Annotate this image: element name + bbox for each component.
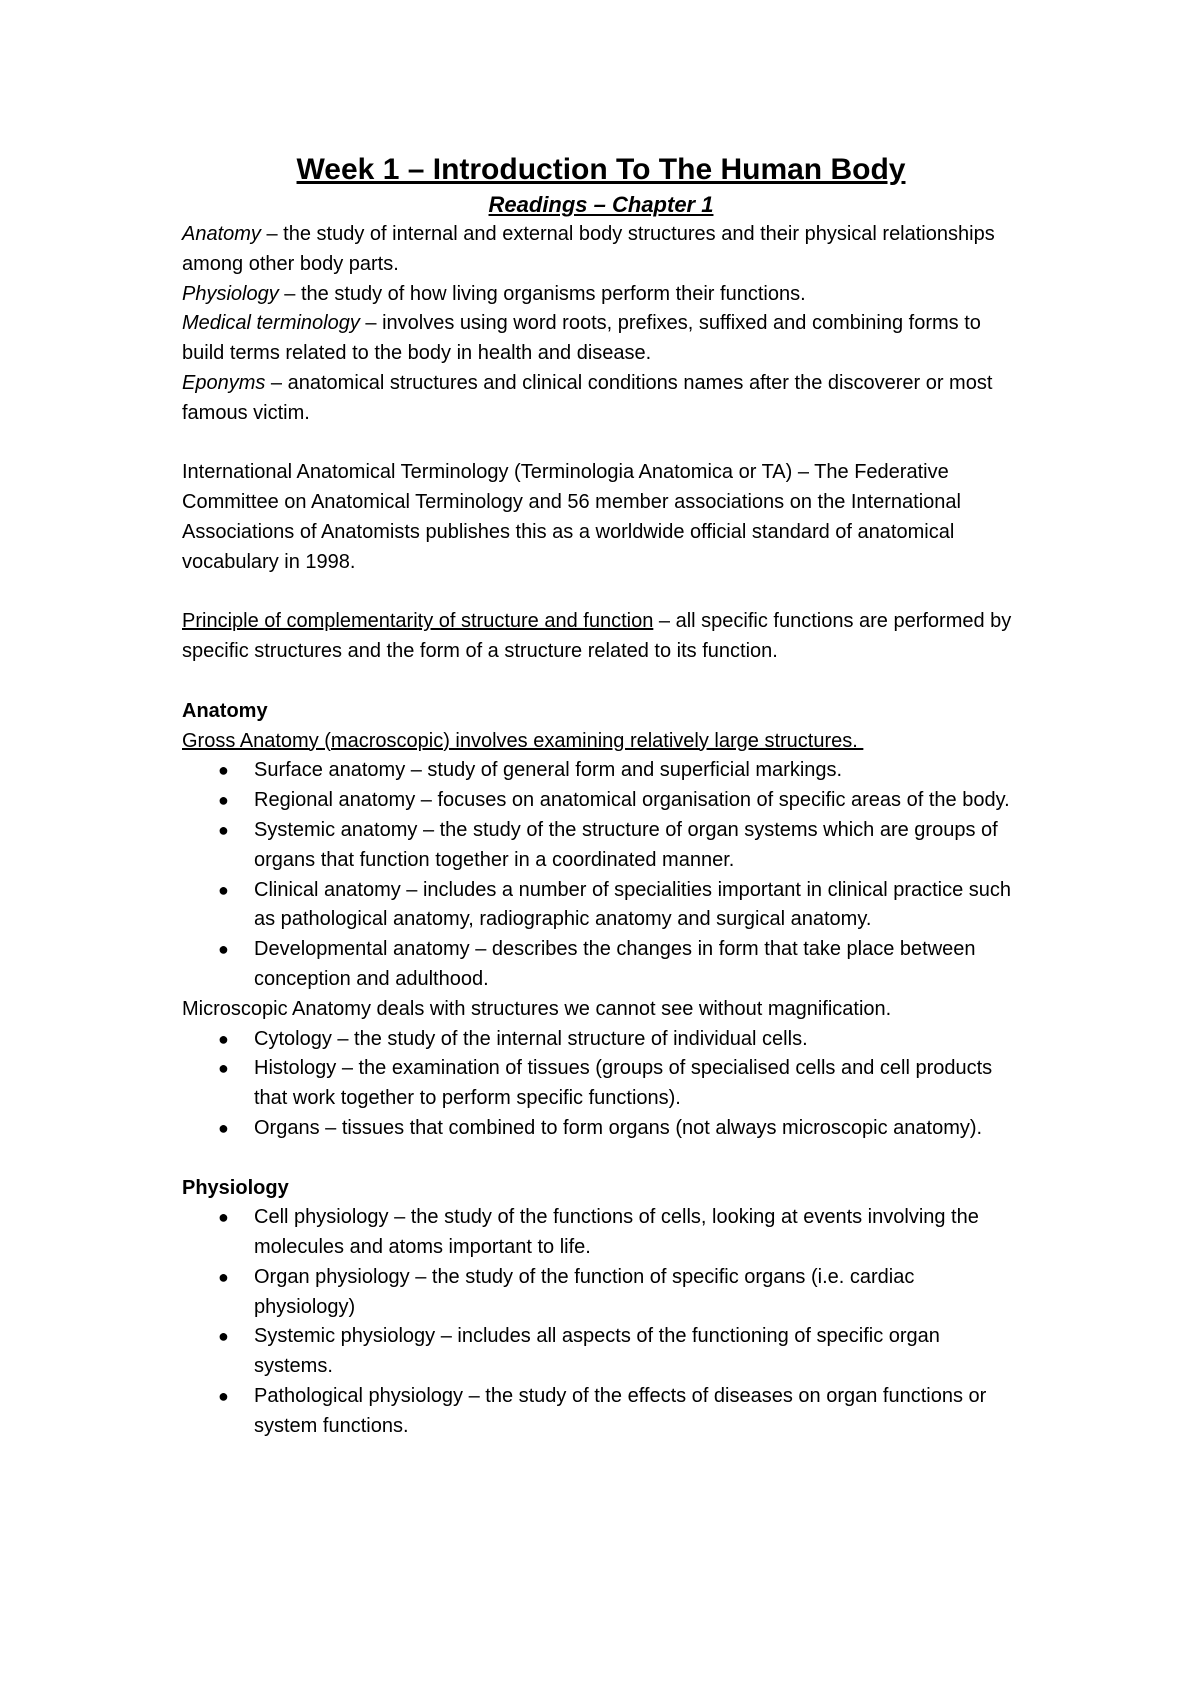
list-item-text: Surface anatomy – study of general form and superficial markings. <box>254 759 843 782</box>
definition-text: – anatomical structures and clinical conditions names after the discoverer or most famous victim. <box>182 371 993 424</box>
bullet-icon: ● <box>218 939 229 960</box>
gross-anatomy-list <box>182 756 1020 994</box>
list-item-text: Cell physiology – the study of the functions of cells, looking at events involving the molecules and atoms important to life. <box>254 1206 979 1259</box>
ta-paragraph: International Anatomical Terminology (Terminologia Anatomica or TA) – The Federative Committee on Anatomical Terminology and 56 member associations on the International Associations of Anatomists publishes this as a worldwide official standard of anatomical vocabulary in 1998. <box>182 461 961 573</box>
microscopic-anatomy-list <box>182 1025 1020 1144</box>
definition-term: Medical terminology <box>182 312 360 335</box>
definition-term: Eponyms <box>182 371 266 394</box>
list-item <box>218 786 1020 816</box>
page-subtitle: Readings – Chapter 1 <box>488 192 714 217</box>
list-item-text: Systemic anatomy – the study of the structure of organ systems which are groups of organs that function together in a coordinated manner. <box>254 818 998 871</box>
list-item <box>218 1203 1020 1263</box>
list-item <box>218 1025 1020 1055</box>
principle-text: – all specific functions are performed by specific structures and the form of a structure related to its function. <box>182 610 1012 663</box>
definition-text: – involves using word roots, prefixes, suffixed and combining forms to build terms related to the body in health and disease. <box>182 312 981 365</box>
definition-text: – the study of internal and external body structures and their physical relationships among other body parts. <box>182 223 995 275</box>
page-title: Week 1 – Introduction To The Human Body <box>296 153 906 186</box>
list-item-text: Organs – tissues that combined to form organs (not always microscopic anatomy). <box>254 1116 983 1139</box>
physiology-section <box>182 1174 1020 1442</box>
microscopic-anatomy-intro: Microscopic Anatomy deals with structures we cannot see without magnification. <box>182 997 892 1020</box>
spacer <box>182 429 1020 459</box>
bullet-icon: ● <box>218 1058 229 1079</box>
list-item <box>218 1322 1020 1382</box>
definition-anatomy <box>182 220 1020 280</box>
gross-anatomy-intro: Gross Anatomy (macroscopic) involves examining relatively large structures. <box>182 729 864 752</box>
bullet-icon: ● <box>218 1326 229 1347</box>
principle-term: Principle of complementarity of structure and function <box>182 610 654 633</box>
list-item-text: Developmental anatomy – describes the changes in form that take place between conception and adulthood. <box>254 938 976 990</box>
bullet-icon: ● <box>218 1386 229 1407</box>
list-item-text: Histology – the examination of tissues (groups of specialised cells and cell products that work together to perform specific functions). <box>254 1057 993 1110</box>
bullet-icon: ● <box>218 1266 229 1287</box>
list-item <box>218 1114 1020 1144</box>
list-item-text: Clinical anatomy – includes a number of specialities important in clinical practice such as pathological anatomy, radiographic anatomy and surgical anatomy. <box>254 878 1012 931</box>
physiology-list <box>182 1203 1020 1441</box>
spacer <box>182 667 1020 697</box>
list-item <box>218 935 1020 995</box>
definition-physiology <box>182 280 1020 310</box>
list-item-text: Pathological physiology – the study of the effects of diseases on organ functions or system functions. <box>254 1385 987 1437</box>
list-item-text: Organ physiology – the study of the function of specific organs (i.e. cardiac physiology) <box>254 1265 915 1318</box>
bullet-icon: ● <box>218 879 229 900</box>
list-item <box>218 1263 1020 1323</box>
list-item <box>218 876 1020 936</box>
definition-medical-terminology <box>182 309 1020 369</box>
list-item <box>218 756 1020 786</box>
anatomy-section <box>182 697 1020 1144</box>
list-item-text: Cytology – the study of the internal structure of individual cells. <box>254 1027 808 1050</box>
bullet-icon: ● <box>218 1028 229 1049</box>
anatomy-heading: Anatomy <box>182 699 268 722</box>
physiology-heading: Physiology <box>182 1176 289 1199</box>
definition-text: – the study of how living organisms perform their functions. <box>278 282 806 305</box>
bullet-icon: ● <box>218 1117 229 1138</box>
list-item <box>218 1382 1020 1442</box>
list-item <box>218 816 1020 876</box>
definition-eponyms <box>182 369 1020 429</box>
definition-term: Physiology <box>182 282 279 305</box>
spacer <box>182 578 1020 608</box>
bullet-icon: ● <box>218 1207 229 1228</box>
bullet-icon: ● <box>218 760 229 781</box>
bullet-icon: ● <box>218 819 229 840</box>
definition-term: Anatomy <box>182 223 261 245</box>
list-item-text: Systemic physiology – includes all aspects of the functioning of specific organ systems. <box>254 1325 940 1378</box>
spacer <box>182 1144 1020 1174</box>
bullet-icon: ● <box>218 790 229 811</box>
principle-paragraph <box>182 607 1020 667</box>
definitions <box>182 220 1020 429</box>
list-item <box>218 1054 1020 1114</box>
list-item-text: Regional anatomy – focuses on anatomical organisation of specific areas of the body. <box>254 789 1010 812</box>
